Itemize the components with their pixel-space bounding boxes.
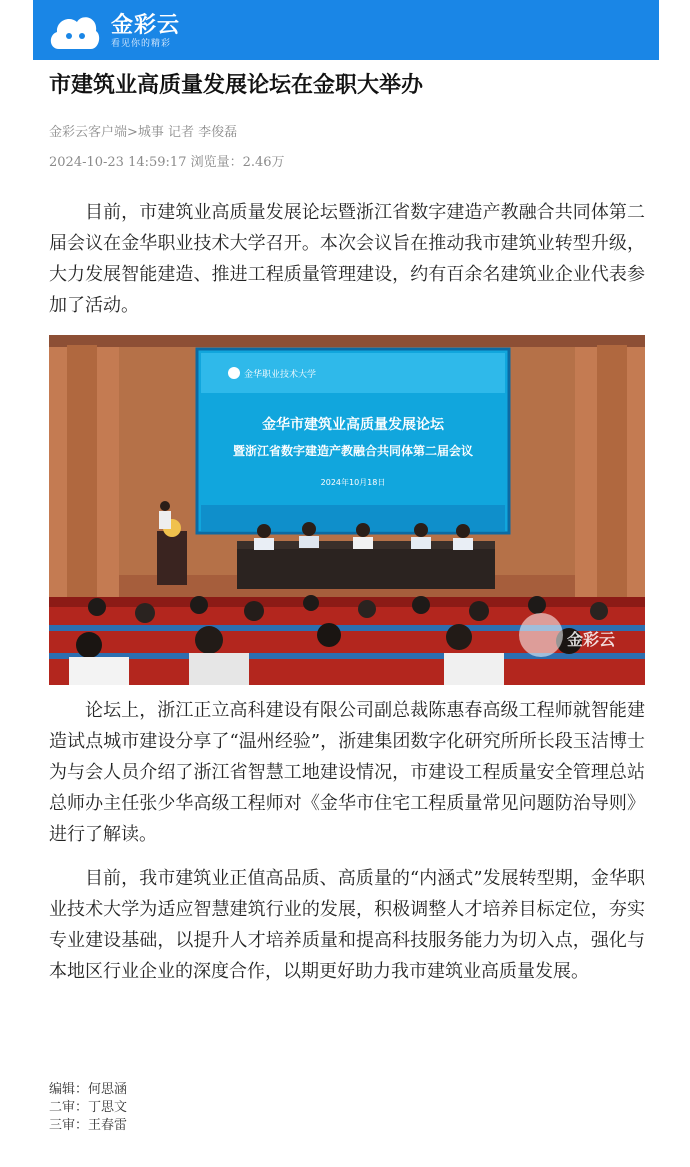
article-paragraph-3: 目前，我市建筑业正值高品质、高质量的“内涵式”发展转型期，金华职业技术大学为适应智慧建筑行业的发展，积极调整人才培养目标定位，夯实专业建设基础，以提升人才培养质量和提高科技服务能力为切入点，强化与本地区行业企业的深度合作，以期更好助力我市建筑业高质量发展。 [49,868,645,982]
article-photo[interactable] [49,335,645,685]
screen-date: 2024年10月18日 [320,478,386,487]
cloud-logo-icon[interactable] [47,9,101,53]
screen-title-line2: 暨浙江省数字建造产教融合共同体第二届会议 [232,444,474,458]
article-source: 金彩云客户端>城事 记者 李俊磊 [49,125,238,140]
brand-slogan: 看见你的精彩 [111,39,172,49]
photo-watermark: 金彩云 [567,630,616,649]
brand-name[interactable]: 金彩云 [111,13,181,38]
article-credits [49,1081,127,1135]
header-bar [33,0,659,60]
article-time-views: 2024-10-23 14:59:17 浏览量：2.46万 [49,155,285,170]
screen-title-line1: 金华市建筑业高质量发展论坛 [262,417,444,433]
credit-third-review: 三审：王春雷 [49,1118,128,1133]
credit-editor: 编辑：何思涵 [49,1082,128,1097]
article-title: 市建筑业高质量发展论坛在金职大举办 [49,73,424,98]
screen-org-text: 金华职业技术大学 [244,370,317,380]
credit-second-review: 二审：丁思文 [49,1100,128,1115]
article-paragraph-2: 论坛上，浙江正立高科建设有限公司副总裁陈惠春高级工程师就智能建造试点城市建设分享了“温州经验”，浙建集团数字化研究所所长段玉洁博士为与会人员介绍了浙江省智慧工地建设情况，市建设工程质量安全管理总站总师办主任张少华高级工程师对《金华市住宅工程质量常见问题防治导则》进行了解读。 [49,700,645,845]
article-paragraph-1: 目前，市建筑业高质量发展论坛暨浙江省数字建造产教融合共同体第二届会议在金华职业技术大学召开。本次会议旨在推动我市建筑业转型升级，大力发展智能建造、推进工程质量管理建设，约有百余名建筑业企业代表参加了活动。 [49,202,645,316]
